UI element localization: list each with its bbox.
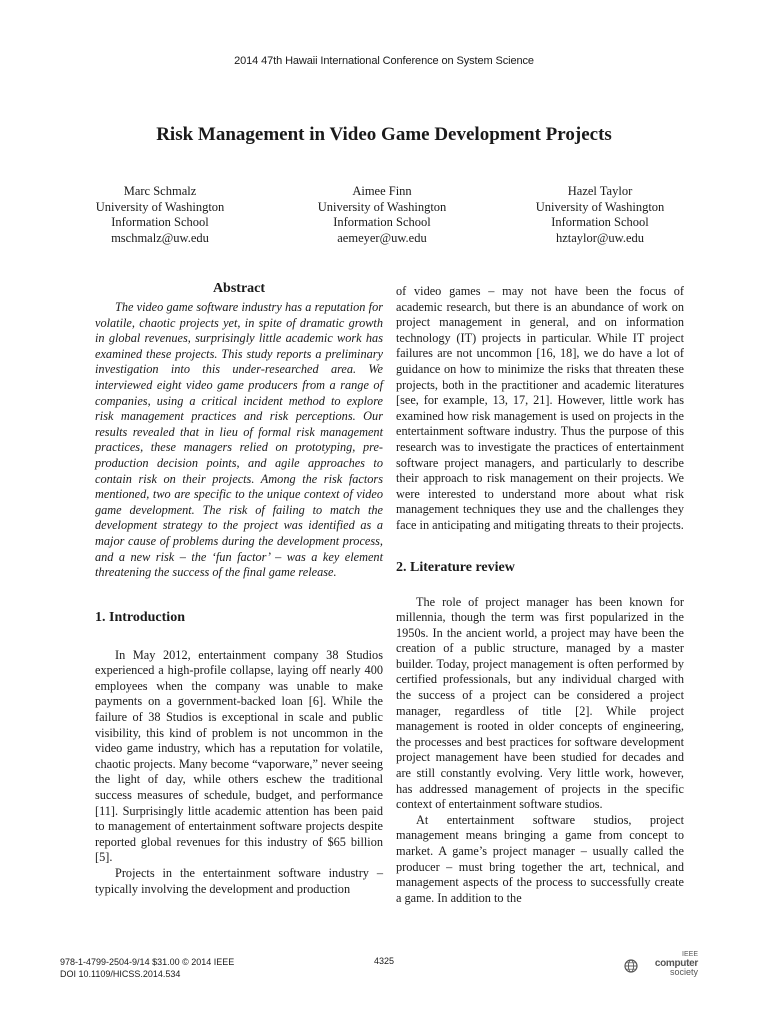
author-1 xyxy=(60,184,260,246)
author-affiliation: University of Washington xyxy=(317,199,447,214)
abstract-heading: Abstract xyxy=(212,281,266,296)
author-department: Information School xyxy=(551,215,649,229)
paper-title: Risk Management in Video Game Development Projects xyxy=(156,124,612,145)
page-number: 4325 xyxy=(374,956,395,966)
author-department: Information School xyxy=(333,215,431,229)
author-department: Information School xyxy=(111,215,209,229)
footer-publication-info xyxy=(60,956,234,980)
computer-society-logo xyxy=(624,950,704,980)
abstract-text: The video game software industry has a reputation for volatile, chaotic projects yet, in spite of dramatic growth in global revenues, surprisingly little academic work has examined these projects. This study reports a preliminary investigation into this under-researched area. We interviewed eight video game producers from a range of companies, using a critical incident method to explore risk management practices and risk perceptions. Our results revealed that in lieu of formal risk management practices, these managers relied on prototyping, pre-production decision points, and agile approaches to contain risk on their projects. Among the risk factors mentioned, two are specific to the unique context of video game development. The risk of failing to match the development strategy to the project was identified as a major cause of problems during the development process, and a new risk – the ‘fun factor’ – was a key element threatening the success of the final game release. xyxy=(95,300,383,580)
author-2 xyxy=(282,184,482,246)
author-affiliation: University of Washington xyxy=(95,199,225,214)
author-affiliation: University of Washington xyxy=(535,199,665,214)
logo-line-3: society xyxy=(669,967,698,977)
logo-line-1: IEEE xyxy=(682,951,698,958)
introduction-paragraph-2-continued: of video games – may not have been the focus of academic research, but there is an abundance of work on project management in general, and on information technology (IT) projects in particular. While IT project failures are not uncommon [16, 18], we do have a lot of guidance on how to minimize the risks that threaten these projects, both in the practitioner and academic literatures [see, for example, 13, 17, 21]. However, little work has examined how risk management is used on projects in the entertainment software industry. Thus the purpose of this research was to investigate the practices of entertainment software project managers, and particularly to describe their approach to risk management on their projects. We were interested to understand more about what risk management techniques they use and the challenges they face in anticipating and mitigating threats to their projects. xyxy=(396,284,684,532)
introduction-paragraph-1: In May 2012, entertainment company 38 Studios experienced a high-profile collapse, laying off nearly 400 employees when the company was unable to make payments on a government-backed loan [6]. While the failure of 38 Studios is exceptional in scale and public visibility, this kind of problem is not uncommon in the video game industry, which has a reputation for volatile, chaotic projects. Many become “vaporware,” never seeing the light of day, while others eschew the traditional success measures of schedule, budget, and performance [11]. Surprisingly little academic attention has been paid to management of entertainment software projects despite reported global revenues for this industry of $65 billion [5]. xyxy=(95,647,383,865)
introduction-paragraph-2: Projects in the entertainment software industry – typically involving the development and production xyxy=(95,866,383,896)
author-email: hztaylor@uw.edu xyxy=(555,230,645,245)
left-column xyxy=(95,280,383,897)
footer-doi: DOI 10.1109/HICSS.2014.534 xyxy=(60,969,181,979)
conference-header: 2014 47th Hawaii International Conference on System Science xyxy=(234,55,534,67)
logo-line-2: computer xyxy=(654,958,698,969)
footer-isbn: 978-1-4799-2504-9/14 $31.00 © 2014 IEEE xyxy=(60,957,235,967)
author-3 xyxy=(500,184,700,246)
author-name: Aimee Finn xyxy=(352,184,412,198)
author-block xyxy=(60,184,710,254)
author-email: mschmalz@uw.edu xyxy=(111,230,209,245)
introduction-heading: 1. Introduction xyxy=(95,609,185,625)
author-name: Hazel Taylor xyxy=(567,184,633,198)
globe-icon xyxy=(624,959,638,973)
literature-review-heading: 2. Literature review xyxy=(396,559,515,575)
literature-paragraph-1: The role of project manager has been known for millennia, though the term was first popularized in the 1950s. In the ancient world, a project may have been the creation of a public structure, managed by a master builder. Today, project management is often performed by certified professionals, but any individual charged with the success of a project can be considered a project manager, regardless of title [2]. While project management is rooted in older concepts of engineering, the processes and best practices for software development project management have been studied for decades and are still constantly evolving. Very little work, however, has addressed management of projects in the specific context of entertainment software studios. xyxy=(396,594,684,812)
author-email: aemeyer@uw.edu xyxy=(337,230,427,245)
literature-paragraph-2: At entertainment software studios, project management means bringing a game from concept to market. A game’s project manager – usually called the producer – must bring together the art, technical, and management aspects of the process to successfully create a game. In addition to the xyxy=(396,812,684,905)
right-column xyxy=(396,284,684,906)
author-name: Marc Schmalz xyxy=(123,184,197,198)
